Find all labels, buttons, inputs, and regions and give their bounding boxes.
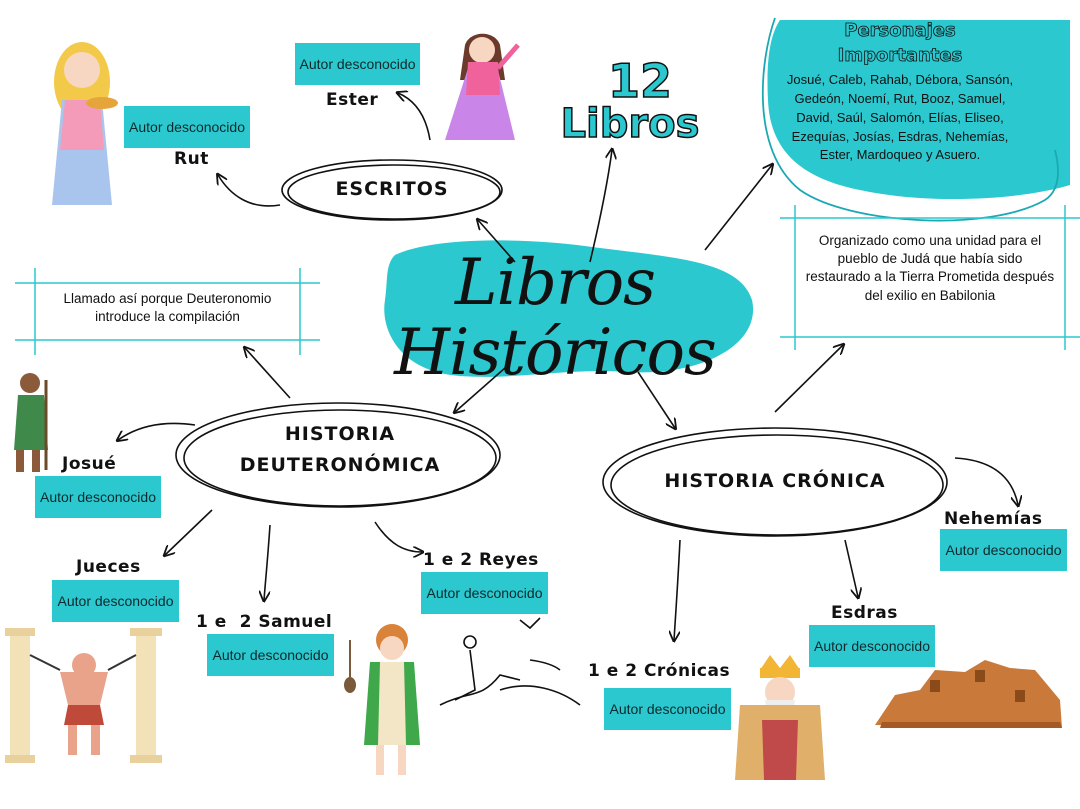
count-number: 12 xyxy=(607,54,672,108)
book-label-cronicas: 1 e 2 Crónicas xyxy=(588,661,731,681)
author-box-cronicas: Autor desconocido xyxy=(604,688,731,730)
cronica-note: Organizado como una unidad para el pueblo de Judá que había sido restaurado a la Tierra Prometida después del exilio en Babilonia xyxy=(805,233,1055,303)
sanson-illustration xyxy=(5,628,162,763)
book-label-josue: Josué xyxy=(62,454,117,474)
book-label-jueces: Jueces xyxy=(76,557,141,577)
josue-illustration xyxy=(14,373,48,472)
personajes-title-2: Importantes xyxy=(837,45,963,66)
book-label-samuel: 1 e 2 Samuel xyxy=(196,612,333,632)
personajes-title-1: Personajes xyxy=(844,20,956,41)
category-deuteronomica-1: HISTORIA xyxy=(284,423,396,445)
author-box-reyes: Autor desconocido xyxy=(421,572,548,614)
ester-illustration xyxy=(445,34,518,140)
david-illustration xyxy=(344,624,420,775)
author-box-ester: Autor desconocido xyxy=(295,43,420,85)
book-label-nehemias: Nehemías xyxy=(944,509,1043,529)
category-escritos: ESCRITOS xyxy=(335,178,449,200)
author-box-jueces: Autor desconocido xyxy=(52,580,179,622)
deuteronomica-note: Llamado así porque Deuteronomio introduce la compilación xyxy=(63,291,272,325)
author-box-esdras: Autor desconocido xyxy=(809,625,935,667)
rey-illustration xyxy=(735,655,825,780)
ciudad-illustration xyxy=(875,660,1062,728)
book-label-esdras: Esdras xyxy=(831,603,898,623)
main-title: Libros Históricos xyxy=(394,246,716,391)
personajes-list: Josué, Caleb, Rahab, Débora, Sansón, Gedeón, Noemí, Rut, Booz, Samuel, David, Saúl, Salomón, Elías, Eliseo, Ezequías, Josías, Esdras, Nehemías, Ester, Mardoqueo y Asuero. xyxy=(786,72,1014,163)
book-label-rut: Rut xyxy=(174,149,209,169)
book-label-reyes: 1 e 2 Reyes xyxy=(423,550,539,570)
category-cronica: HISTORIA CRÓNICA xyxy=(664,470,886,492)
author-box-nehemias: Autor desconocido xyxy=(940,529,1067,571)
reyes-illustration xyxy=(440,618,580,705)
author-box-samuel: Autor desconocido xyxy=(207,634,334,676)
category-deuteronomica-2: DEUTERONÓMICA xyxy=(239,454,441,476)
rut-illustration xyxy=(52,42,118,205)
book-label-ester: Ester xyxy=(326,90,379,110)
author-box-rut: Autor desconocido xyxy=(124,106,250,148)
author-box-josue: Autor desconocido xyxy=(35,476,161,518)
count-word: Libros xyxy=(560,101,700,147)
